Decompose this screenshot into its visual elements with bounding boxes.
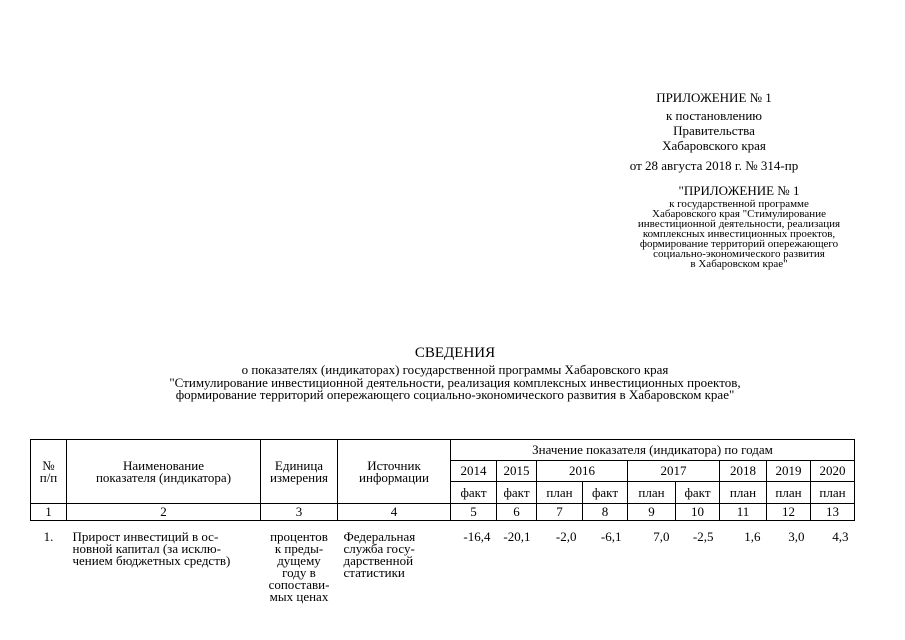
program-appendix-title: "ПРИЛОЖЕНИЕ № 1	[678, 183, 800, 198]
col-header-source: Источник информации	[338, 440, 451, 504]
col-number: 1	[31, 504, 67, 521]
col-number: 9	[628, 504, 676, 521]
program-appendix-line: формирование территорий опережающего	[639, 238, 839, 250]
col-header-values: Значение показателя (индикатора) по годам	[451, 440, 855, 461]
kind-header: план	[720, 482, 767, 504]
row-name: Прирост инвестиций в ос- новной капитал (за исклю- чением бюджетных средств)	[72, 529, 231, 568]
heading-title: СВЕДЕНИЯ	[414, 345, 496, 361]
row-value: -20,1	[503, 529, 531, 544]
col-header-unit: Единица измерения	[261, 440, 338, 504]
program-appendix	[600, 183, 878, 269]
program-appendix-line: в Хабаровском крае"	[690, 258, 788, 270]
row-number: 1.	[43, 529, 54, 544]
row-value: 3,0	[788, 529, 805, 544]
year-header: 2014	[451, 461, 497, 482]
year-header: 2015	[497, 461, 537, 482]
col-header-number: № п/п	[31, 440, 67, 504]
program-appendix-line: инвестиционной деятельности, реализация	[637, 218, 841, 230]
col-number: 5	[451, 504, 497, 521]
col-number: 8	[583, 504, 628, 521]
row-value: 7,0	[653, 529, 670, 544]
kind-header: план	[811, 482, 855, 504]
kind-header: факт	[676, 482, 720, 504]
year-header: 2018	[720, 461, 767, 482]
heading-line: "Стимулирование инвестиционной деятельности, реализация комплексных инвестиционных проектов,	[169, 374, 741, 390]
appendix-header	[575, 90, 853, 173]
indicators-table	[30, 439, 855, 611]
row-value: -16,4	[463, 529, 491, 544]
row-value: -2,5	[692, 529, 714, 544]
year-header: 2019	[767, 461, 811, 482]
appendix-title: ПРИЛОЖЕНИЕ № 1	[656, 90, 772, 105]
program-appendix-line: социально-экономического развития	[653, 248, 825, 260]
kind-header: факт	[497, 482, 537, 504]
row-source: Федеральная служба госу- дарственной статистики	[343, 529, 416, 580]
col-number: 12	[767, 504, 811, 521]
col-number: 2	[67, 504, 261, 521]
kind-header: факт	[583, 482, 628, 504]
row-value: -2,0	[555, 529, 577, 544]
table-row	[31, 521, 855, 612]
row-value: -6,1	[600, 529, 622, 544]
appendix-date: от 28 августа 2018 г. № 314-пр	[629, 158, 799, 173]
col-header-name: Наименование показателя (индикатора)	[67, 440, 261, 504]
col-number: 4	[338, 504, 451, 521]
heading-line: формирование территорий опережающего социально-экономического развития в Хабаровском крае"	[175, 387, 735, 402]
program-appendix-line: к государственной программе	[669, 198, 809, 210]
appendix-line: к постановлению	[665, 108, 763, 123]
kind-header: план	[628, 482, 676, 504]
year-header: 2020	[811, 461, 855, 482]
kind-header: факт	[451, 482, 497, 504]
year-header: 2017	[628, 461, 720, 482]
col-number: 6	[497, 504, 537, 521]
col-number: 13	[811, 504, 855, 521]
row-unit: процентов к преды- дущему году в сопостави- мых ценах	[268, 529, 330, 604]
col-number: 7	[537, 504, 583, 521]
heading-line: о показателях (индикаторах) государственной программы Хабаровского края	[241, 362, 669, 377]
row-value: 4,3	[832, 529, 849, 544]
col-number: 3	[261, 504, 338, 521]
appendix-line: Хабаровского края	[662, 138, 766, 153]
row-value: 1,6	[744, 529, 761, 544]
col-number: 10	[676, 504, 720, 521]
appendix-line: Правительства	[673, 123, 755, 138]
col-number: 11	[720, 504, 767, 521]
kind-header: план	[767, 482, 811, 504]
program-appendix-line: комплексных инвестиционных проектов,	[642, 228, 836, 240]
program-appendix-line: Хабаровского края "Стимулирование	[652, 208, 826, 220]
year-header: 2016	[537, 461, 628, 482]
kind-header: план	[537, 482, 583, 504]
document-heading	[80, 345, 830, 402]
